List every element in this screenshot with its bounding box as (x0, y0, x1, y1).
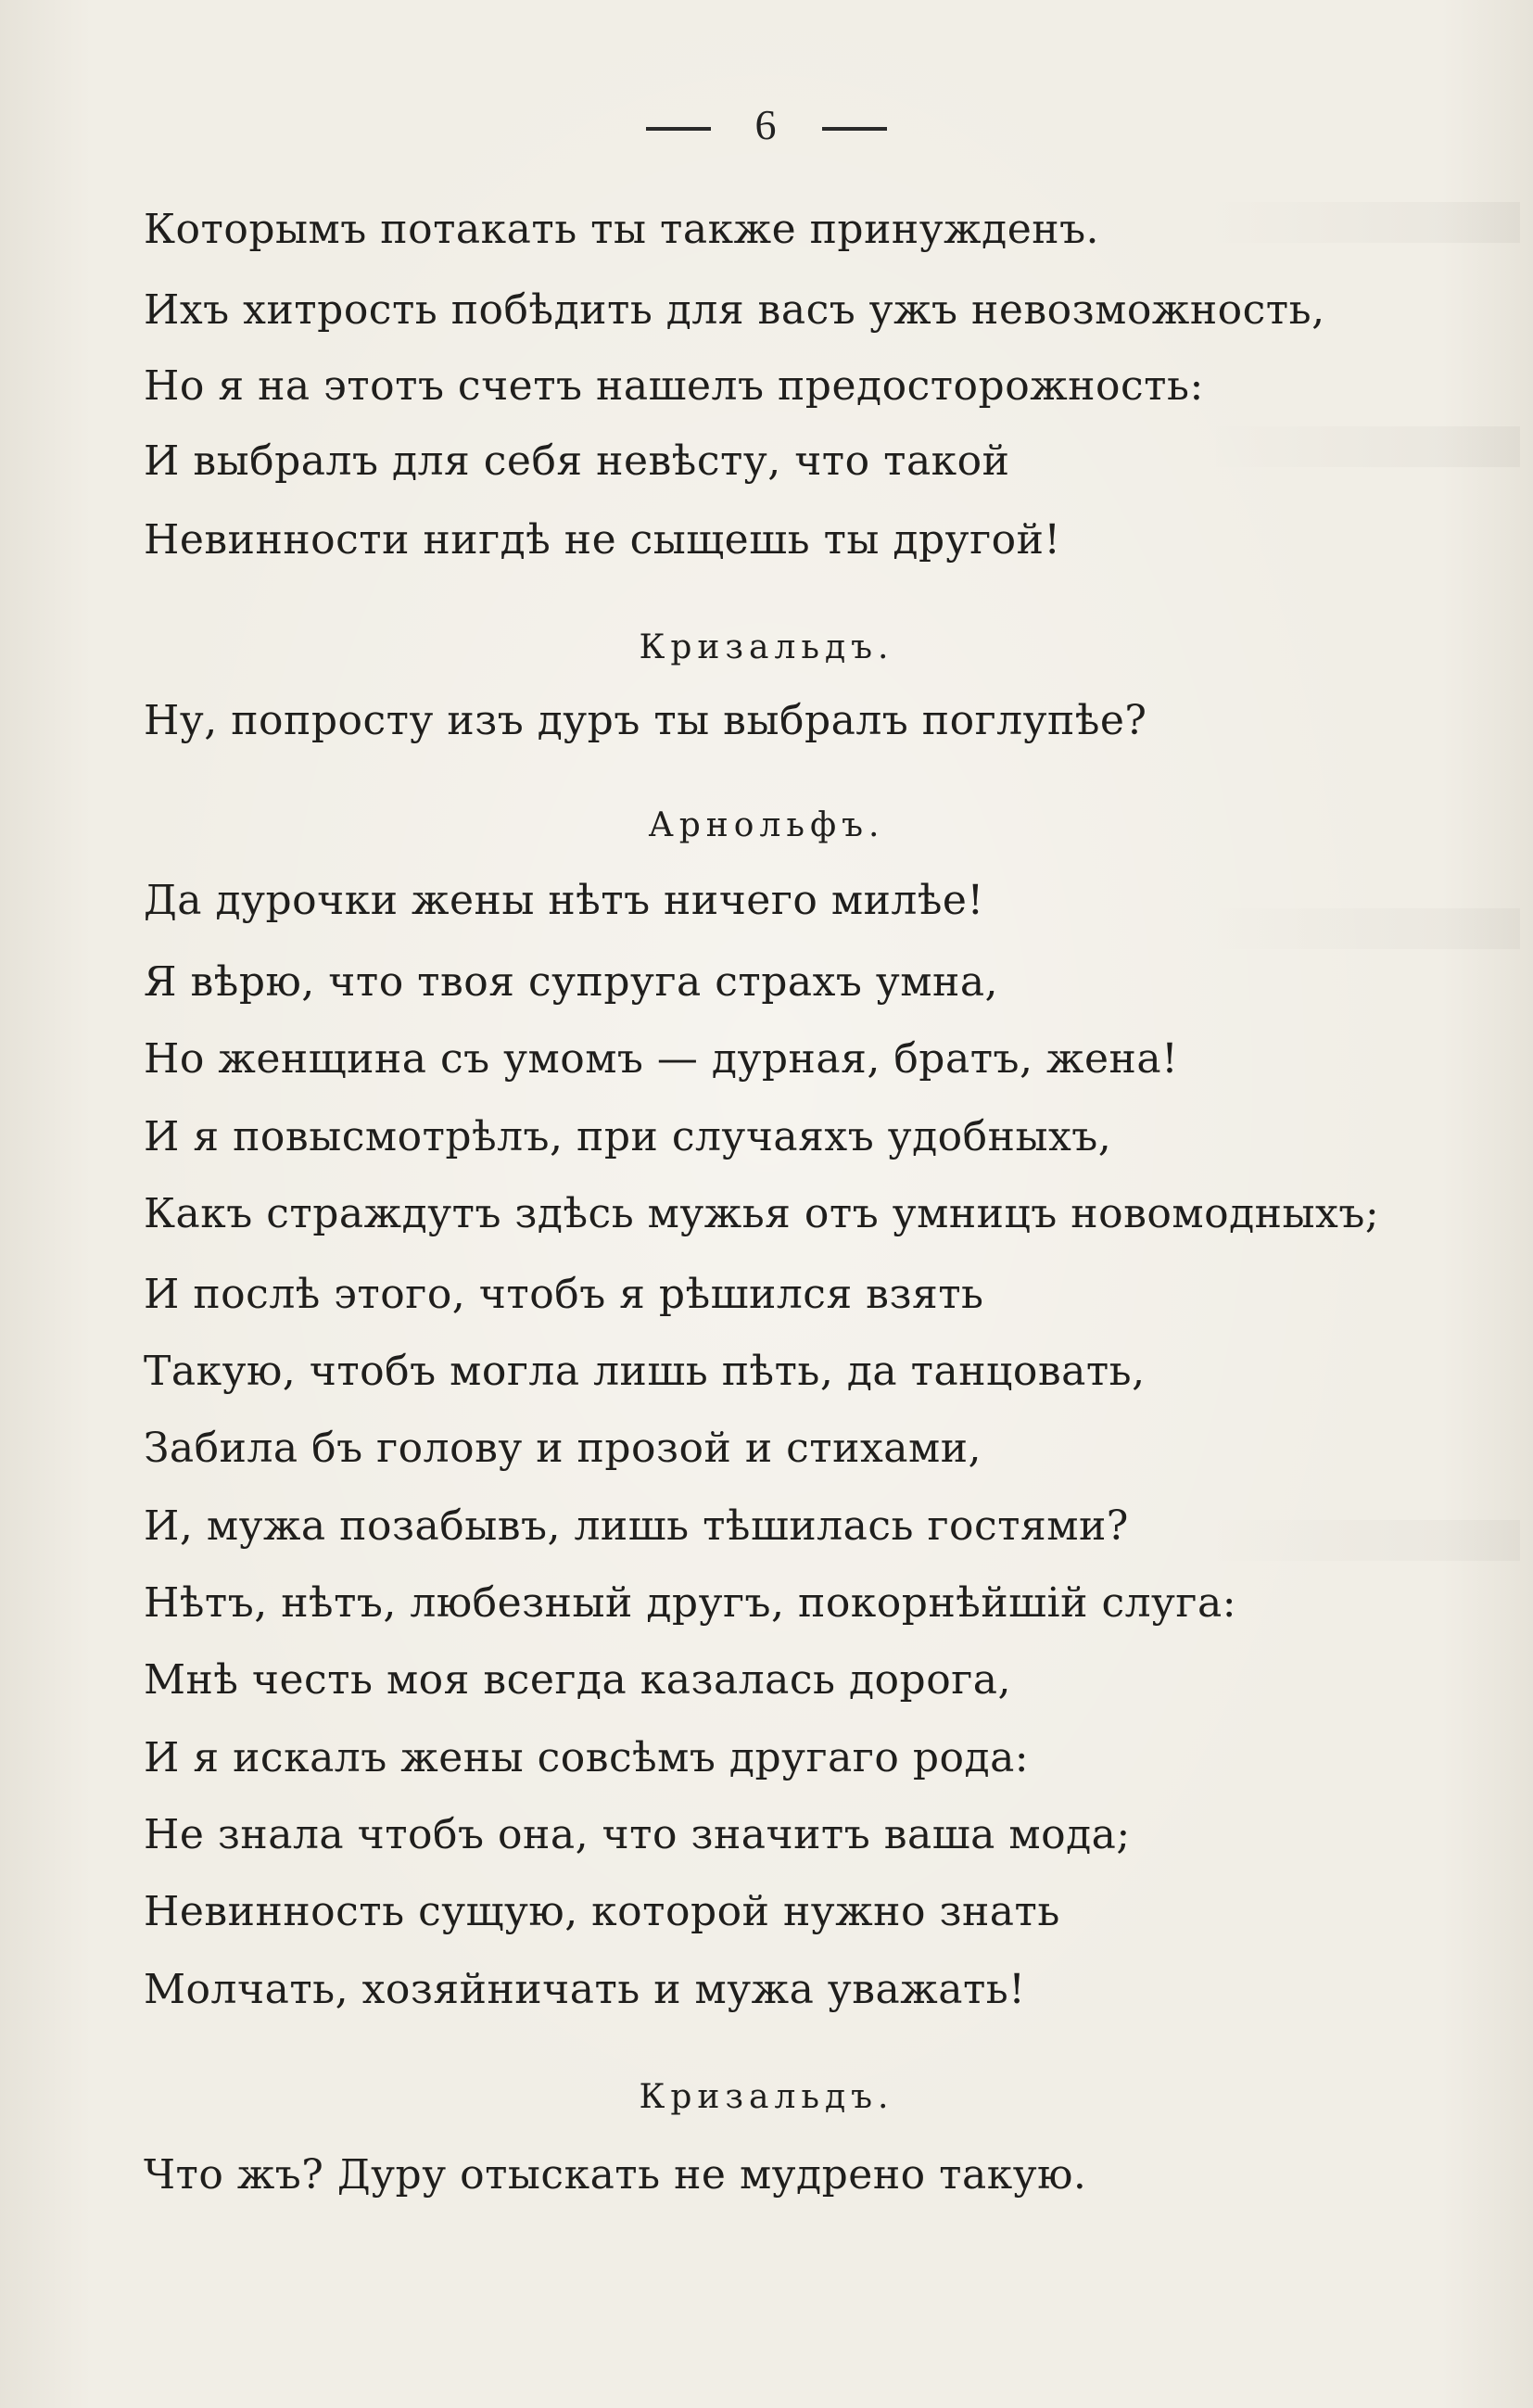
verse-line: Но женщина съ умомъ — дурная, братъ, жена! (144, 1035, 1179, 1083)
verse-line: Забила бъ голову и прозой и стихами, (144, 1425, 982, 1472)
verse-line: Мнѣ честь моя всегда казалась дорога, (144, 1656, 1011, 1704)
speaker-name: Арнольфъ. (648, 806, 885, 844)
speaker-name: Кризальдъ. (639, 628, 894, 666)
verse-line: Которымъ потакать ты также принужденъ. (144, 206, 1100, 253)
verse-line: Я вѣрю, что твоя супруга страхъ умна, (144, 958, 999, 1006)
verse-line: Такую, чтобъ могла лишь пѣть, да танцовать, (144, 1348, 1146, 1395)
verse-line: И послѣ этого, чтобъ я рѣшился взять (144, 1271, 984, 1318)
verse-line: Не знала чтобъ она, что значитъ ваша мода; (144, 1811, 1131, 1858)
verse-line: Но я на этотъ счетъ нашелъ предосторожность: (144, 362, 1204, 410)
verse-line: Какъ страждутъ здѣсь мужья отъ умницъ новомодныхъ; (144, 1190, 1380, 1237)
verse-line: И я искалъ жены совсѣмъ другаго рода: (144, 1734, 1030, 1781)
page-number-right-dash (822, 127, 887, 131)
page-number-left-dash (646, 127, 711, 131)
page-number-value: 6 (754, 101, 779, 148)
verse-line: Молчать, хозяйничать и мужа уважать! (144, 1966, 1026, 2013)
verse-line: Невинности нигдѣ не сыщешь ты другой! (144, 516, 1061, 564)
verse-line: Ну, попросту изъ дуръ ты выбралъ поглупѣе? (144, 697, 1147, 744)
verse-line: И, мужа позабывъ, лишь тѣшилась гостями? (144, 1502, 1129, 1550)
verse-line: И я повысмотрѣлъ, при случаяхъ удобныхъ, (144, 1113, 1112, 1160)
verse-line: Невинность сущую, которой нужно знать (144, 1888, 1060, 1935)
verse-line: Ихъ хитрость побѣдить для васъ ужъ невозможность, (144, 286, 1325, 334)
speaker-name: Кризальдъ. (639, 2078, 894, 2116)
verse-line: Да дурочки жены нѣтъ ничего милѣе! (144, 877, 984, 924)
page-number (0, 100, 1533, 149)
verse-line: Что жъ? Дуру отыскать не мудрено такую. (144, 2151, 1087, 2199)
verse-line: И выбралъ для себя невѣсту, что такой (144, 437, 1010, 485)
verse-line: Нѣтъ, нѣтъ, любезный другъ, покорнѣйшій слуга: (144, 1579, 1237, 1627)
